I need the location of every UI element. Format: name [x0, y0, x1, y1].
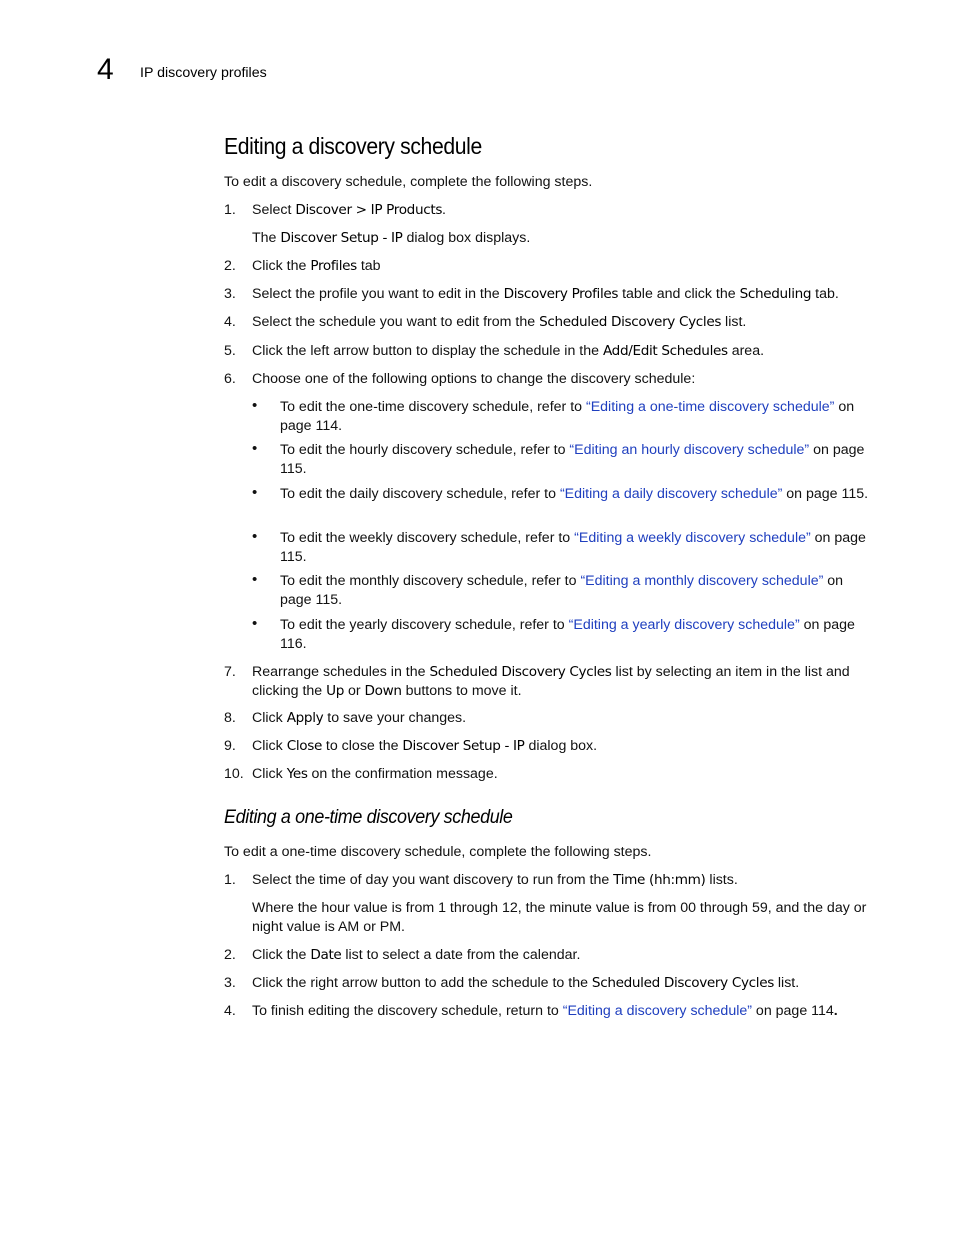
- ui-label: Scheduling: [739, 286, 812, 302]
- bullet-dot: •: [252, 397, 258, 414]
- bullet-dot: •: [252, 615, 258, 632]
- section-title: Editing a discovery schedule: [224, 133, 482, 159]
- cross-reference-link[interactable]: “Editing a weekly discovery schedule”: [574, 530, 811, 546]
- cross-reference-link[interactable]: “Editing a one-time discovery schedule”: [585, 399, 835, 415]
- ui-label: Discover Setup - IP: [280, 230, 403, 246]
- ui-label: Time (hh:mm): [613, 872, 706, 888]
- step-text: Click Yes on the confirmation message.: [252, 766, 498, 782]
- step-text: Click the right arrow button to add the schedule to the Scheduled Discovery Cycles list.: [252, 975, 800, 991]
- bullet-dot: •: [252, 484, 258, 501]
- cross-reference-link[interactable]: “Editing an hourly discovery schedule”: [569, 442, 810, 458]
- step-number: 4.: [224, 1003, 236, 1019]
- step-text: Click Close to close the Discover Setup - IP dialog box.: [252, 738, 598, 754]
- ui-label: Date: [310, 947, 342, 963]
- bullet-dot: •: [252, 571, 258, 588]
- ui-label: Add/Edit Schedules: [602, 343, 728, 359]
- step-number: 10.: [224, 766, 244, 782]
- bullet-text: To edit the hourly discovery schedule, refer to “Editing an hourly discovery schedule” on page 115.: [280, 442, 865, 477]
- step-text: To finish editing the discovery schedule, return to “Editing a discovery schedule” on page 114.: [252, 1003, 838, 1019]
- bullet-text: To edit the yearly discovery schedule, refer to “Editing a yearly discovery schedule” on page 116.: [280, 617, 855, 652]
- bullet-text: To edit the daily discovery schedule, refer to “Editing a daily discovery schedule” on page 115.: [280, 486, 869, 502]
- sub-step-1-note: Where the hour value is from 1 through 12, the minute value is from 00 through 59, and the day or night value is AM or PM.: [252, 900, 867, 935]
- ui-label: Scheduled Discovery Cycles: [591, 975, 774, 991]
- ui-label: Scheduled Discovery Cycles: [539, 314, 722, 330]
- step-1-note: The Discover Setup - IP dialog box displays.: [252, 230, 531, 246]
- bullet-text: To edit the one-time discovery schedule, refer to “Editing a one-time discovery schedule” on page 114.: [280, 399, 855, 434]
- step-number: 5.: [224, 343, 236, 359]
- step-text: Select the profile you want to edit in the Discovery Profiles table and click the Scheduling tab.: [252, 286, 839, 302]
- step-text: Select the time of day you want discovery to run from the Time (hh:mm) lists.: [252, 872, 738, 888]
- ui-label: Apply: [286, 710, 324, 726]
- step-number: 2.: [224, 258, 236, 274]
- section-intro: To edit a discovery schedule, complete the following steps.: [224, 174, 593, 190]
- step-text: Select the schedule you want to edit from the Scheduled Discovery Cycles list.: [252, 314, 747, 330]
- step-text: Select Discover > IP Products.: [252, 202, 446, 218]
- bullet-text: To edit the weekly discovery schedule, refer to “Editing a weekly discovery schedule” on page 115.: [280, 530, 866, 565]
- bullet-dot: •: [252, 528, 258, 545]
- step-text: Click the Date list to select a date from the calendar.: [252, 947, 581, 963]
- step-number: 9.: [224, 738, 236, 754]
- step-text: Click the Profiles tab: [252, 258, 381, 274]
- ui-label: Discovery Profiles: [503, 286, 619, 302]
- bullet-dot: •: [252, 440, 258, 457]
- bullet-text: To edit the monthly discovery schedule, refer to “Editing a monthly discovery schedule” on page 115.: [280, 573, 844, 608]
- running-header: IP discovery profiles: [140, 65, 267, 81]
- step-number: 3.: [224, 975, 236, 991]
- step-text: Choose one of the following options to change the discovery schedule:: [252, 371, 696, 387]
- cross-reference-link[interactable]: “Editing a yearly discovery schedule”: [568, 617, 800, 633]
- ui-label: Discover > IP Products: [295, 202, 443, 218]
- ui-label: Profiles: [310, 258, 357, 274]
- ui-label: Close: [286, 738, 322, 754]
- step-number: 1.: [224, 202, 236, 218]
- cross-reference-link[interactable]: “Editing a monthly discovery schedule”: [580, 573, 824, 589]
- subsection-intro: To edit a one-time discovery schedule, complete the following steps.: [224, 844, 652, 860]
- subsection-title: Editing a one-time discovery schedule: [224, 806, 513, 828]
- ui-label: Down: [364, 682, 402, 699]
- chapter-number: 4: [97, 53, 114, 86]
- step-text: Click Apply to save your changes.: [252, 710, 467, 726]
- step-number: 2.: [224, 947, 236, 963]
- step-number: 7.: [224, 664, 236, 680]
- ui-label: Discover Setup - IP: [402, 738, 525, 754]
- step-text: Click the left arrow button to display the schedule in the Add/Edit Schedules area.: [252, 343, 765, 359]
- step-number: 1.: [224, 872, 236, 888]
- ui-label: Yes: [286, 766, 308, 782]
- ui-label: Up: [326, 682, 345, 699]
- step-number: 3.: [224, 286, 236, 302]
- ui-label: Scheduled Discovery Cycles: [429, 664, 612, 680]
- step-number: 6.: [224, 371, 236, 387]
- step-number: 4.: [224, 314, 236, 330]
- step-number: 8.: [224, 710, 236, 726]
- cross-reference-link[interactable]: “Editing a daily discovery schedule”: [559, 486, 783, 502]
- cross-reference-link[interactable]: “Editing a discovery schedule”: [562, 1003, 752, 1019]
- step-text: Rearrange schedules in the Scheduled Discovery Cycles list by selecting an item in the list and clicking the Up or Down buttons to move it.: [252, 664, 850, 699]
